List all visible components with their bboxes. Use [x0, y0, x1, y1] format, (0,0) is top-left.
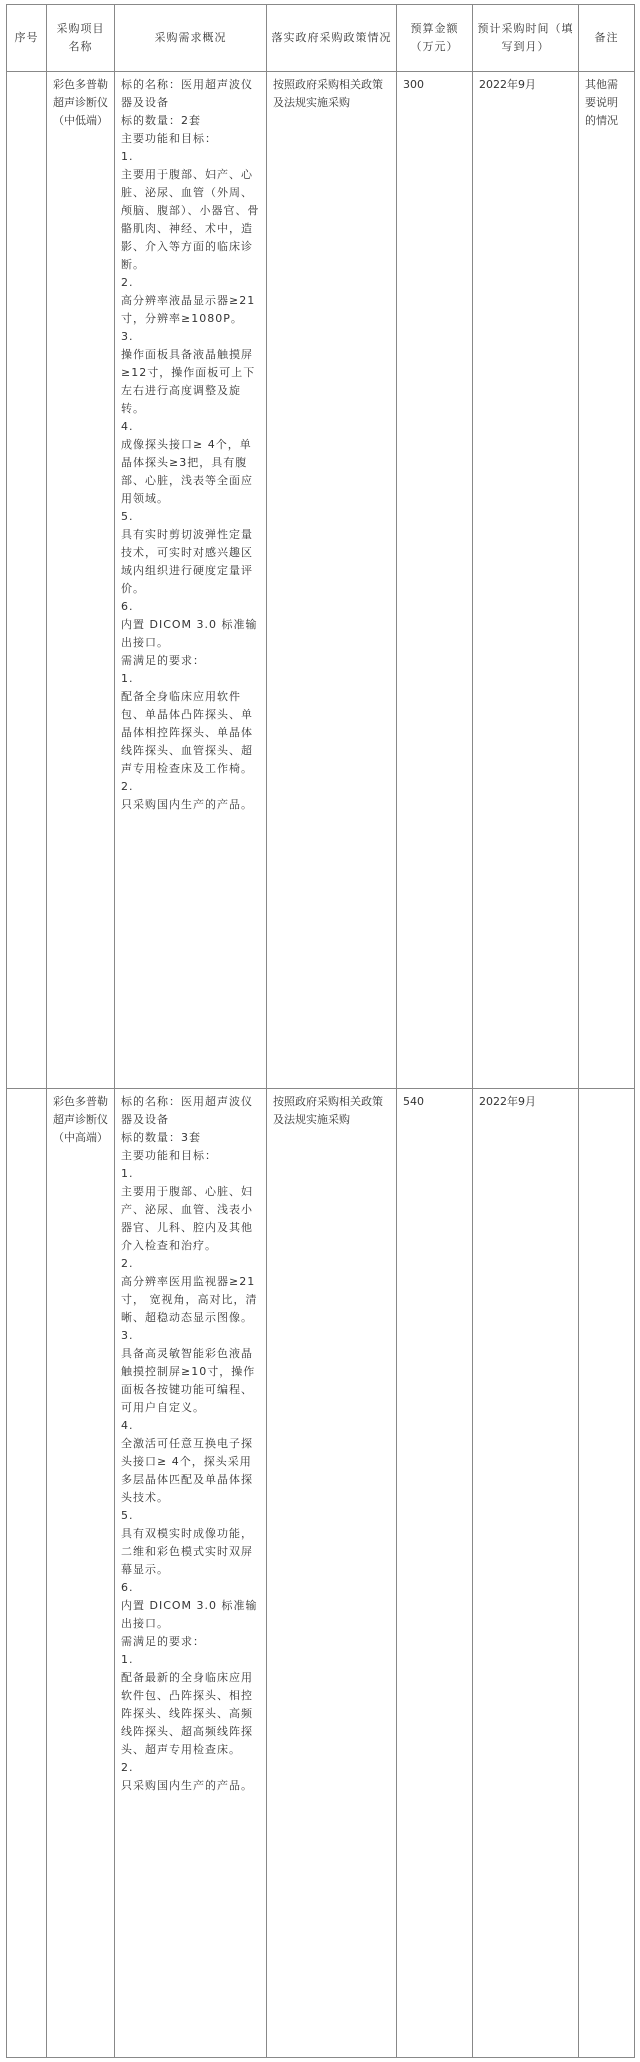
requirement-line: 6.: [121, 600, 134, 613]
cell-seq: [7, 72, 47, 1089]
requirement-line: 5.: [121, 1509, 134, 1522]
requirement-line: 2.: [121, 780, 134, 793]
requirement-line: 需满足的要求：: [121, 654, 205, 667]
requirement-line: 2.: [121, 1257, 134, 1270]
requirement-line: 配备最新的全身临床应用软件包、凸阵探头、相控阵探头、线阵探头、高频线阵探头、超高频线阵探头、超声专用检查床。: [121, 1671, 253, 1756]
requirement-line: 主要用于腹部、心脏、妇产、泌尿、血管、浅表小器官、儿科、腔内及其他介入检查和治疗。: [121, 1185, 253, 1252]
cell-remark: [579, 1089, 635, 2058]
cell-time: 2022年9月: [473, 1089, 579, 2058]
requirement-line: 6.: [121, 1581, 134, 1594]
requirement-line: 主要用于腹部、妇产、心脏、泌尿、血管（外周、颅脑、腹部）、小器官、骨骼肌肉、神经、术中，造影、介入等方面的临床诊断。: [121, 168, 260, 271]
requirement-line: 需满足的要求：: [121, 1635, 205, 1648]
cell-overview: [115, 1089, 267, 2058]
header-row: [7, 5, 635, 72]
requirement-line: 高分辨率液晶显示器≥21寸，分辨率≥1080P。: [121, 294, 256, 325]
procurement-table: [6, 4, 635, 2058]
table-row: [7, 1089, 635, 2058]
cell-budget: 540: [397, 1089, 473, 2058]
requirement-line: 标的数量：3套: [121, 1131, 201, 1144]
requirement-line: 标的数量：2套: [121, 114, 201, 127]
requirement-line: 操作面板具备液晶触摸屏≥12寸，操作面板可上下左右进行高度调整及旋转。: [121, 348, 256, 415]
requirement-line: 具有双模实时成像功能，二维和彩色模式实时双屏幕显示。: [121, 1527, 253, 1576]
requirement-line: 3.: [121, 330, 134, 343]
requirement-line: 1.: [121, 1167, 134, 1180]
requirement-line: 4.: [121, 420, 134, 433]
header-time: 预计采购时间（填写到月）: [473, 5, 579, 72]
header-budget: 预算金额（万元）: [397, 5, 473, 72]
cell-budget: 300: [397, 72, 473, 1089]
requirement-line: 标的名称：医用超声波仪器及设备: [121, 1095, 253, 1126]
cell-time: 2022年9月: [473, 72, 579, 1089]
requirement-line: 1.: [121, 672, 134, 685]
cell-name: 彩色多普勒超声诊断仪（中高端）: [47, 1089, 115, 2058]
cell-policy: 按照政府采购相关政策及法规实施采购: [267, 72, 397, 1089]
requirement-line: 只采购国内生产的产品。: [121, 1779, 253, 1792]
requirement-line: 3.: [121, 1329, 134, 1342]
requirement-line: 主要功能和目标：: [121, 132, 217, 145]
header-name: 采购项目名称: [47, 5, 115, 72]
header-policy: 落实政府采购政策情况: [267, 5, 397, 72]
requirement-line: 1.: [121, 150, 134, 163]
requirement-line: 主要功能和目标：: [121, 1149, 217, 1162]
cell-name: 彩色多普勒超声诊断仪（中低端）: [47, 72, 115, 1089]
requirement-line: 具备高灵敏智能彩色液晶触摸控制屏≥10寸，操作面板各按键功能可编程、可用户自定义。: [121, 1347, 256, 1414]
requirement-line: 2.: [121, 1761, 134, 1774]
requirement-line: 内置 DICOM 3.0 标准输出接口。: [121, 1599, 258, 1630]
requirement-line: 具有实时剪切波弹性定量技术，可实时对感兴趣区域内组织进行硬度定量评价。: [121, 528, 253, 595]
cell-overview: [115, 72, 267, 1089]
cell-remark: 其他需要说明的情况: [579, 72, 635, 1089]
requirement-line: 5.: [121, 510, 134, 523]
header-remark: 备注: [579, 5, 635, 72]
requirement-line: 4.: [121, 1419, 134, 1432]
requirement-line: 内置 DICOM 3.0 标准输出接口。: [121, 618, 258, 649]
cell-seq: [7, 1089, 47, 2058]
header-overview: 采购需求概况: [115, 5, 267, 72]
requirement-line: 只采购国内生产的产品。: [121, 798, 253, 811]
requirement-line: 成像探头接口≥ 4个，单晶体探头≥3把，具有腹部、心脏，浅表等全面应用领域。: [121, 438, 253, 505]
requirement-line: 全激活可任意互换电子探头接口≥ 4个，探头采用多层晶体匹配及单晶体探头技术。: [121, 1437, 253, 1504]
requirement-line: 1.: [121, 1653, 134, 1666]
header-seq: 序号: [7, 5, 47, 72]
requirement-line: 2.: [121, 276, 134, 289]
requirement-line: 高分辨率医用监视器≥21寸， 宽视角，高对比，清晰、超稳动态显示图像。: [121, 1275, 258, 1324]
requirement-line: 标的名称：医用超声波仪器及设备: [121, 78, 253, 109]
requirement-line: 配备全身临床应用软件包、单晶体凸阵探头、单晶体相控阵探头、单晶体线阵探头、血管探头、超声专用检查床及工作椅。: [121, 690, 253, 775]
cell-policy: 按照政府采购相关政策及法规实施采购: [267, 1089, 397, 2058]
table-row: [7, 72, 635, 1089]
